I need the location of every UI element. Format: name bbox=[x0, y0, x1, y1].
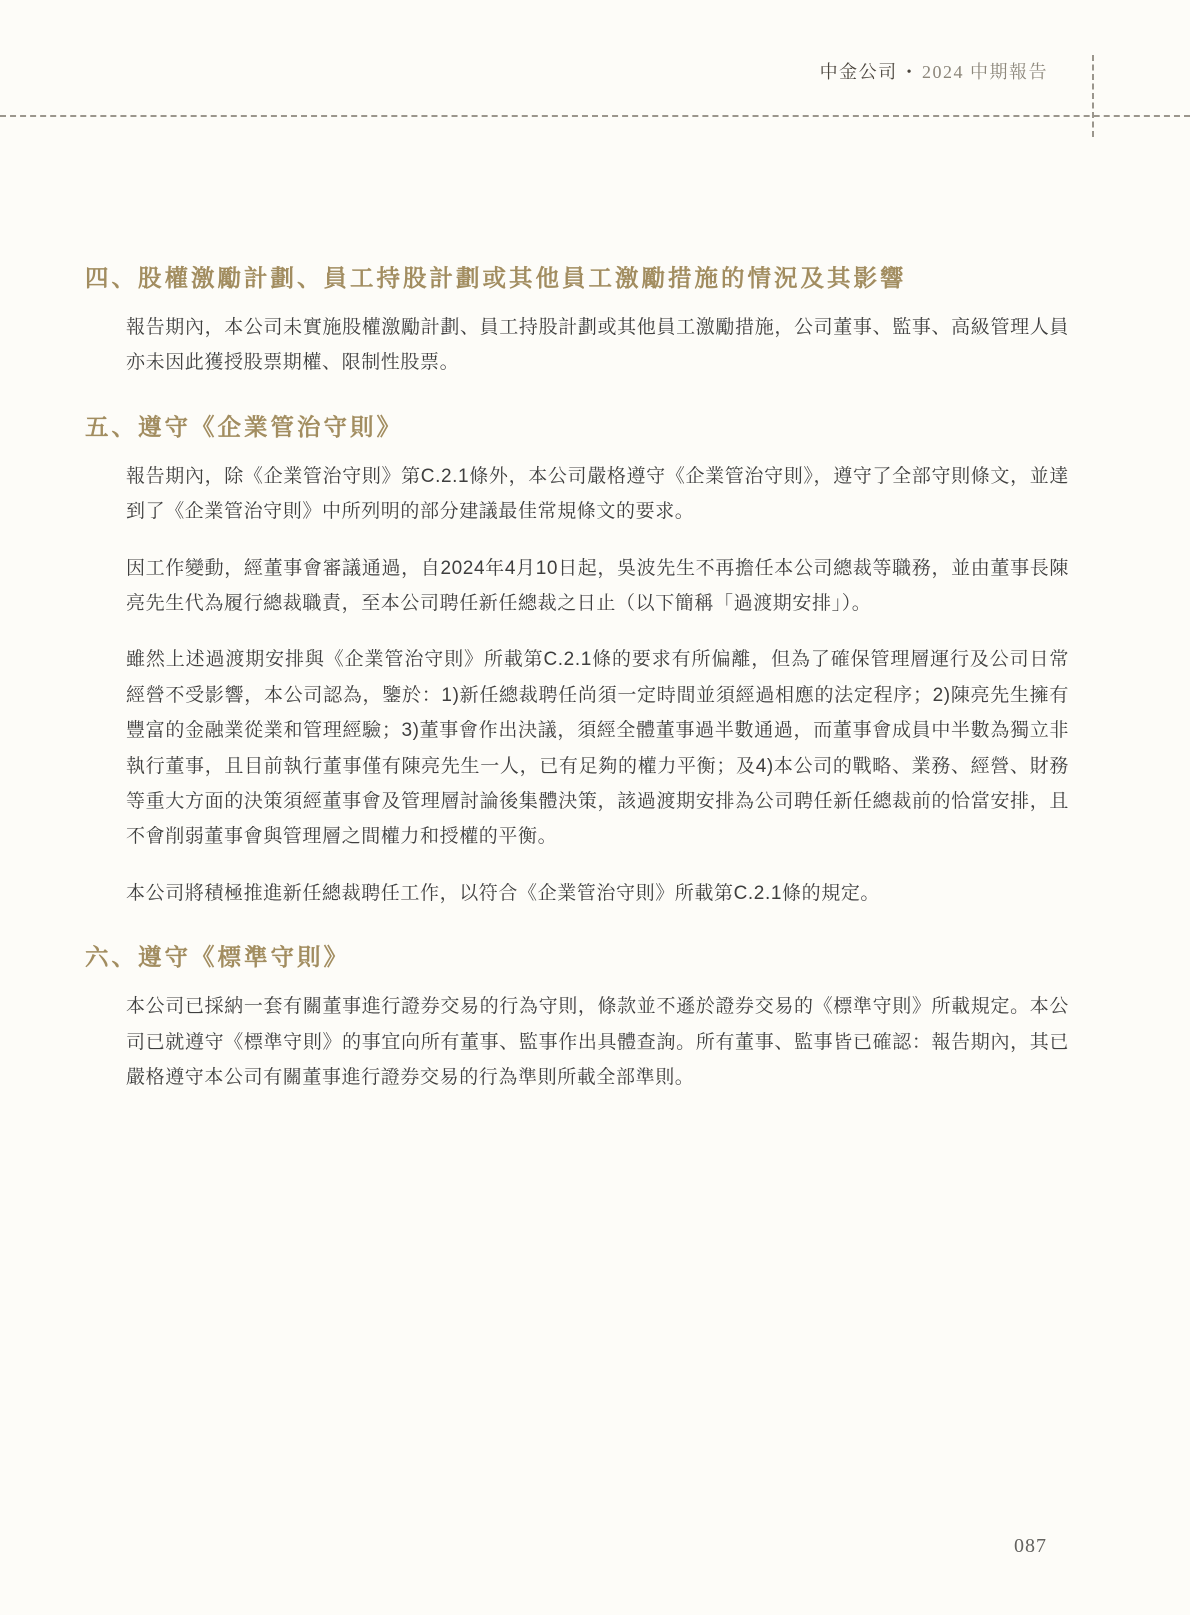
page-number: 087 bbox=[1014, 1535, 1047, 1557]
section-heading: 六、遵守《標準守則》 bbox=[85, 944, 350, 971]
paragraph: 本公司已採納一套有關董事進行證券交易的行為守則，條款並不遜於證券交易的《標準守則》所載規定。本公司已就遵守《標準守則》的事宜向所有董事、監事作出具體查詢。所有董事、監事皆已確認：報告期內，其已嚴格遵守本公司有關董事進行證券交易的行為準則所載全部準則。 bbox=[126, 996, 1069, 1089]
horizontal-dashed-divider bbox=[0, 115, 1190, 117]
paragraph: 報告期內，除《企業管治守則》第C.2.1條外，本公司嚴格遵守《企業管治守則》，遵守了全部守則條文，並達到了《企業管治守則》中所列明的部分建議最佳常規條文的要求。 bbox=[126, 465, 1069, 523]
vertical-dashed-divider bbox=[1092, 55, 1094, 137]
paragraph: 雖然上述過渡期安排與《企業管治守則》所載第C.2.1條的要求有所偏離，但為了確保管理層運行及公司日常經營不受影響，本公司認為，鑒於：1)新任總裁聘任尚須一定時間並須經過相應的法定程序；2)陳亮先生擁有豐富的金融業從業和管理經驗；3)董事會作出決議，須經全體董事過半數通過，而董事會成員中半數為獨立非執行董事，且目前執行董事僅有陳亮先生一人，已有足夠的權力平衡；及4)本公司的戰略、業務、經營、財務等重大方面的決策須經董事會及管理層討論後集體決策，該過渡期安排為公司聘任新任總裁前的恰當安排，且不會削弱董事會與管理層之間權力和授權的平衡。 bbox=[126, 649, 1069, 848]
paragraph: 報告期內，本公司未實施股權激勵計劃、員工持股計劃或其他員工激勵措施，公司董事、監事、高級管理人員亦未因此獲授股票期權、限制性股票。 bbox=[126, 317, 1069, 374]
section-heading: 四、股權激勵計劃、員工持股計劃或其他員工激勵措施的情況及其影響 bbox=[85, 265, 907, 291]
company-name: 中金公司 bbox=[819, 62, 898, 82]
paragraph: 本公司將積極推進新任總裁聘任工作，以符合《企業管治守則》所載第C.2.1條的規定。 bbox=[126, 882, 881, 904]
section-model-code bbox=[85, 941, 1069, 1095]
report-content bbox=[85, 262, 1069, 1096]
report-title: 2024 中期報告 bbox=[922, 62, 1048, 82]
section-share-incentive-schemes bbox=[85, 262, 1069, 381]
paragraph: 因工作變動，經董事會審議通過，自2024年4月10日起，吳波先生不再擔任本公司總裁等職務，並由董事長陳亮先生代為履行總裁職責，至本公司聘任新任總裁之日止（以下簡稱「過渡期安排」）。 bbox=[126, 557, 1069, 615]
bullet-separator: • bbox=[906, 65, 913, 80]
section-heading: 五、遵守《企業管治守則》 bbox=[85, 413, 403, 440]
page-header bbox=[820, 58, 1048, 84]
section-corporate-governance-code bbox=[85, 411, 1069, 911]
